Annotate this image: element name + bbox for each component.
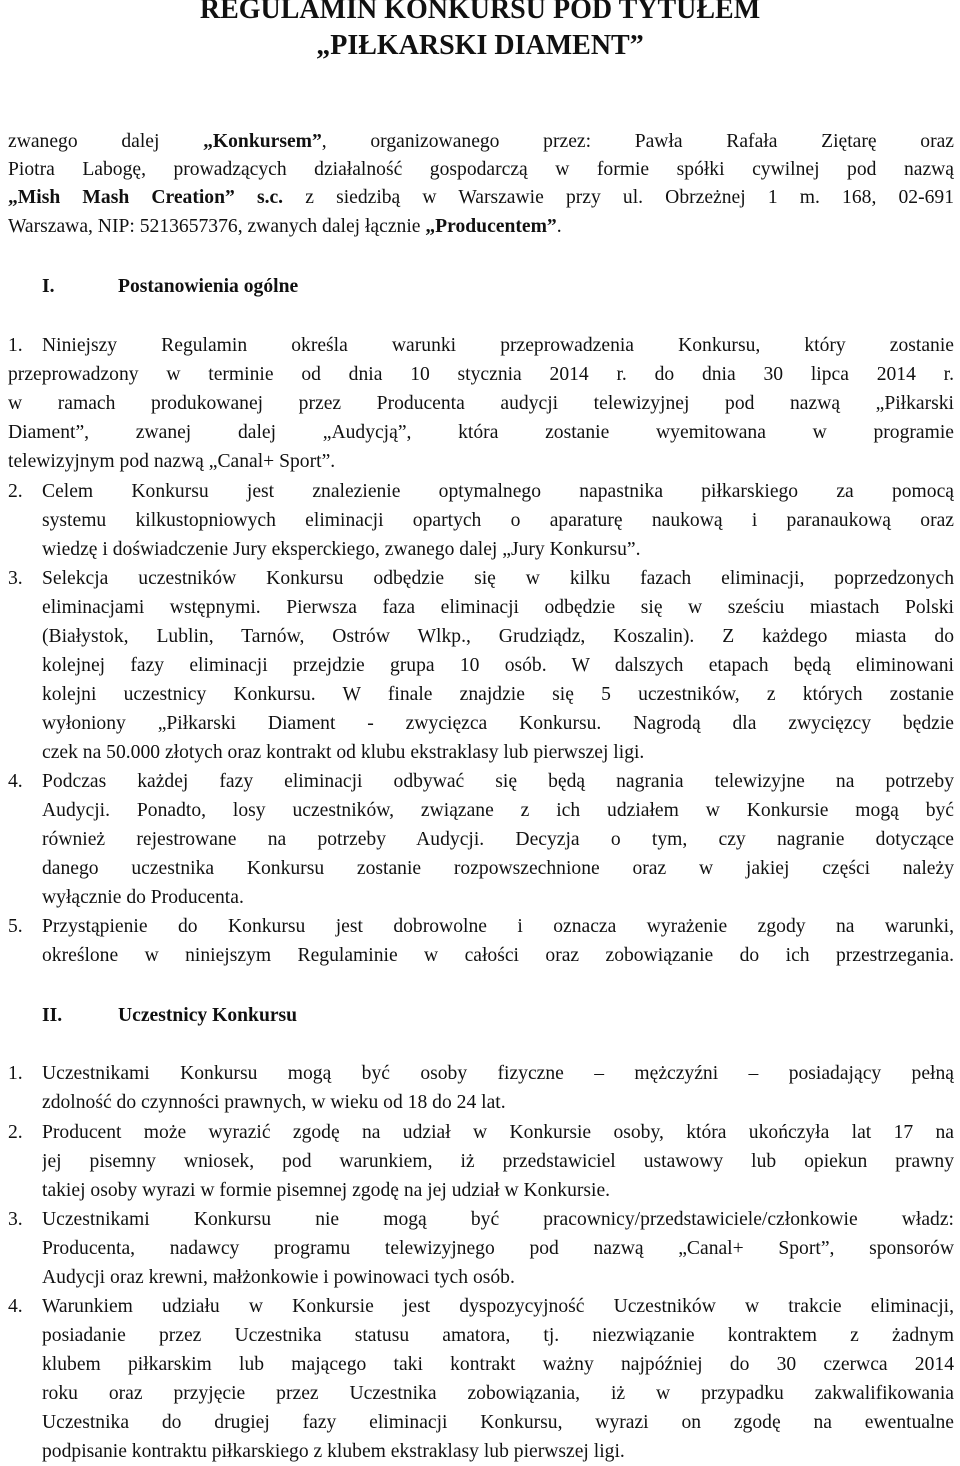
s2-p4-line: Uczestnika do drugiej fazy eliminacji Konkursu, wyrazi on zgodę na ewentualne (42, 1412, 954, 1433)
s1-p1-line: Diament”, zwanej dalej „Audycją”, która zostanie wyemitowana w programie (8, 422, 954, 443)
s1-p1-line: w ramach produkowanej przez Producenta audycji telewizyjnej pod nazwą „Piłkarski (8, 393, 954, 414)
intro-line-4: Warszawa, NIP: 5213657376, zwanych dalej łącznie „Producentem”. (8, 216, 562, 237)
s2-p4-line: podpisanie kontraktu piłkarskiego z klubem ekstraklasy lub pierwszej ligi. (42, 1441, 625, 1462)
section-1-item-4-number: 4. (8, 771, 23, 792)
section-1-title: Postanowienia ogólne (118, 276, 299, 297)
s1-p3-line: Selekcja uczestników Konkursu odbędzie się w kilku fazach eliminacji, poprzedzonych (42, 568, 954, 589)
s1-p4-line: Audycji. Ponadto, losy uczestników, związane z ich udziałem w Konkursie mogą być (42, 800, 954, 821)
s1-p1-line: telewizyjnym pod nazwą „Canal+ Sport”. (8, 451, 336, 472)
s1-p5-line: Przystąpienie do Konkursu jest dobrowolne i oznacza wyrażenie zgody na warunki, (42, 916, 954, 937)
s1-p4-line: również rejestrowane na potrzeby Audycji. Decyzja o tym, czy nagranie dotyczące (42, 829, 954, 850)
document-title-line-2: „PIŁKARSKI DIAMENT” (316, 30, 644, 61)
s1-p1-line: przeprowadzony w terminie od dnia 10 stycznia 2014 r. do dnia 30 lipca 2014 r. (8, 364, 954, 385)
s2-p3-line: Producenta, nadawcy programu telewizyjnego pod nazwą „Canal+ Sport”, sponsorów (42, 1238, 954, 1259)
s2-p1-line: zdolność do czynności prawnych, w wieku od 18 do 24 lat. (42, 1092, 506, 1113)
section-2-item-4-number: 4. (8, 1296, 23, 1317)
s2-p4-line: klubem piłkarskim lub mającego taki kontrakt ważny najpóźniej do 30 czerwca 2014 (42, 1354, 954, 1375)
s1-p3-line: (Białystok, Lublin, Tarnów, Ostrów Wlkp., Grudziądz, Koszalin). Z każdego miasta do (42, 626, 954, 647)
intro-line-2: Piotra Labogę, prowadzących działalność gospodarczą w formie spółki cywilnej pod nazwą (8, 159, 954, 180)
s1-p3-line: wyłoniony „Piłkarski Diament - zwycięzca Konkursu. Nagrodą dla zwycięzcy będzie (42, 713, 954, 734)
section-1-item-1-number: 1. (8, 335, 23, 356)
s1-p2-line: wiedzę i doświadczenie Jury eksperckiego, zwanego dalej „Jury Konkursu”. (42, 539, 641, 560)
s2-p2-line: Producent może wyrazić zgodę na udział w Konkursie osoby, która ukończyła lat 17 na (42, 1122, 954, 1143)
s1-p5-line: określone w niniejszym Regulaminie w całości oraz zobowiązanie do ich przestrzegania. (42, 945, 954, 966)
section-2-number: II. (42, 1005, 63, 1026)
s1-p1-line: Niniejszy Regulamin określa warunki przeprowadzenia Konkursu, który zostanie (42, 335, 954, 356)
section-2-item-2-number: 2. (8, 1122, 23, 1143)
intro-line-1: zwanego dalej „Konkursem”, organizowanego przez: Pawła Rafała Ziętarę oraz (8, 131, 954, 152)
s2-p2-line: jej pisemny wniosek, pod warunkiem, iż przedstawiciel ustawowy lub opiekun prawny (42, 1151, 954, 1172)
s2-p4-line: Warunkiem udziału w Konkursie jest dyspozycyjność Uczestników w trakcie eliminacji, (42, 1296, 954, 1317)
section-2-item-1-number: 1. (8, 1063, 23, 1084)
s2-p2-line: takiej osoby wyrazi w formie pisemnej zgodę na jej udział w Konkursie. (42, 1180, 611, 1201)
intro-line-3: „Mish Mash Creation” s.c. z siedzibą w Warszawie przy ul. Obrzeżnej 1 m. 168, 02-691 (8, 187, 954, 208)
s1-p3-line: kolejni uczestnicy Konkursu. W finale znajdzie się 5 uczestników, z których zostanie (42, 684, 954, 705)
s2-p1-line: Uczestnikami Konkursu mogą być osoby fizyczne – mężczyźni – posiadający pełną (42, 1063, 954, 1084)
s1-p3-line: czek na 50.000 złotych oraz kontrakt od klubu ekstraklasy lub pierwszej ligi. (42, 742, 645, 763)
s2-p3-line: Uczestnikami Konkursu nie mogą być pracownicy/przedstawiciele/członkowie władz: (42, 1209, 954, 1230)
s2-p3-line: Audycji oraz krewni, małżonkowie i powinowaci tych osób. (42, 1267, 515, 1288)
s1-p4-line: wyłącznie do Producenta. (42, 887, 244, 908)
s1-p2-line: systemu kilkustopniowych eliminacji opartych o aparaturę naukową i paranaukową oraz (42, 510, 954, 531)
s1-p3-line: eliminacjami wstępnymi. Pierwsza faza eliminacji odbędzie się w sześciu miastach Polski (42, 597, 954, 618)
s1-p4-line: Podczas każdej fazy eliminacji odbywać się będą nagrania telewizyjne na potrzeby (42, 771, 954, 792)
section-2-title: Uczestnicy Konkursu (118, 1005, 298, 1026)
document-title-line-1: REGULAMIN KONKURSU POD TYTUŁEM (199, 0, 761, 25)
section-2-item-3-number: 3. (8, 1209, 23, 1230)
s1-p3-line: kolejnej fazy eliminacji przejdzie grupa 10 osób. W dalszych etapach będą eliminowani (42, 655, 954, 676)
section-1-item-2-number: 2. (8, 481, 23, 502)
s2-p4-line: posiadanie przez Uczestnika statusu amatora, tj. niezwiązanie kontraktem z żadnym (42, 1325, 954, 1346)
section-1-number: I. (42, 276, 55, 297)
s2-p4-line: roku oraz przyjęcie przez Uczestnika zobowiązania, iż w przypadku zakwalifikowania (42, 1383, 954, 1404)
s1-p2-line: Celem Konkursu jest znalezienie optymalnego napastnika piłkarskiego za pomocą (42, 481, 954, 502)
section-1-item-3-number: 3. (8, 568, 23, 589)
s1-p4-line: danego uczestnika Konkursu zostanie rozpowszechnione oraz w jakiej części należy (42, 858, 954, 879)
section-1-item-5-number: 5. (8, 916, 23, 937)
